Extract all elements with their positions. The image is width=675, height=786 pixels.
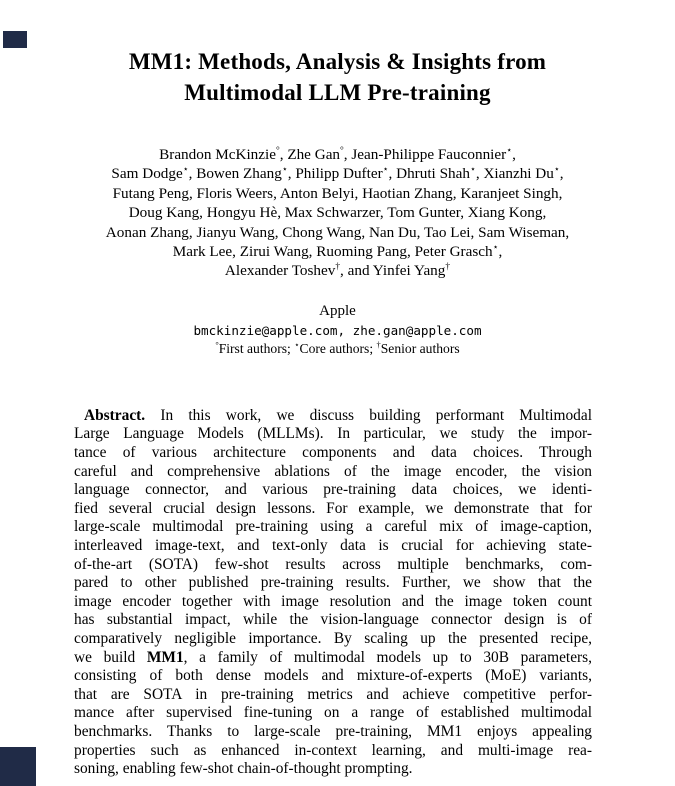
abstract-block [74,407,592,779]
abstract-line: large-scale multimodal pre-training using a careful mix of image-caption, [74,518,592,536]
affiliation-block [0,302,675,357]
abstract-line: benchmarks. Thanks to large-scale pre-training, MM1 enjoys appealing [74,722,592,740]
corner-artifact-bottom-left [0,747,36,786]
abstract-line: tance of various architecture components and data choices. Through [74,444,592,462]
author-line: Mark Lee, Zirui Wang, Ruoming Pang, Peter Grasch⋆, [172,242,503,261]
abstract-line: mance after supervised fine-tuning on a range of established multimodal [74,704,592,722]
abstract-line: has substantial impact, while the vision-language connector design is of [74,611,592,629]
abstract-line: Large Language Models (MLLMs). In particular, we study the impor- [74,425,592,443]
author-line: Futang Peng, Floris Weers, Anton Belyi, Haotian Zhang, Karanjeet Singh, [112,184,563,202]
abstract-line: of-the-art (SOTA) few-shot results across multiple benchmarks, com- [74,555,592,573]
author-emails: bmckinzie@apple.com, zhe.gan@apple.com [193,322,482,338]
affiliation-name: Apple [319,302,356,319]
abstract-line: interleaved image-text, and text-only data is crucial for achieving state- [74,537,592,554]
author-line: Aonan Zhang, Jianyu Wang, Chong Wang, Nan Du, Tao Lei, Sam Wiseman, [105,223,570,241]
abstract-line: pared to other published pre-training results. Further, we show that the [74,574,592,592]
corner-artifact-top-left [3,31,27,48]
abstract-line: image encoder together with image resolution and the image token count [74,592,592,610]
abstract-line: that are SOTA in pre-training metrics and achieve competitive perfor- [74,685,592,703]
abstract-line: language connector, and various pre-training data choices, we identi- [74,481,592,499]
abstract-line: we build MM1, a family of multimodal models up to 30B parameters, [74,648,592,666]
abstract-line: consisting of both dense models and mixture-of-experts (MoE) variants, [74,667,592,685]
abstract-line: comparatively negligible importance. By scaling up the presented recipe, [74,629,592,647]
author-footnotes: °First authors; ⋆Core authors; †Senior authors [215,339,460,356]
abstract-line: careful and comprehensive ablations of the image encoder, the vision [74,462,592,480]
author-line: Sam Dodge⋆, Bowen Zhang⋆, Philipp Dufter⋆, Dhruti Shah⋆, Xianzhi Du⋆, [111,165,564,183]
author-line: Doug Kang, Hongyu Hè, Max Schwarzer, Tom Gunter, Xiang Kong, [128,204,547,222]
page-title-line-2: Multimodal LLM Pre-training [184,80,491,105]
page-title [0,46,675,108]
author-line: Brandon McKinzie°, Zhe Gan°, Jean-Philippe Fauconnier⋆, [159,145,516,163]
abstract-line: fied several crucial design lessons. For example, we demonstrate that for [74,499,592,517]
abstract-line: soning, enabling few-shot chain-of-thought prompting. [74,760,413,778]
abstract-line: properties such as enhanced in-context learning, and multi-image rea- [74,741,592,759]
author-lines [0,145,675,281]
page-title-line-1: MM1: Methods, Analysis & Insights from [128,49,547,74]
author-line: Alexander Toshev†, and Yinfei Yang† [224,262,451,280]
abstract-line: Abstract. In this work, we discuss building performant Multimodal [84,406,592,424]
